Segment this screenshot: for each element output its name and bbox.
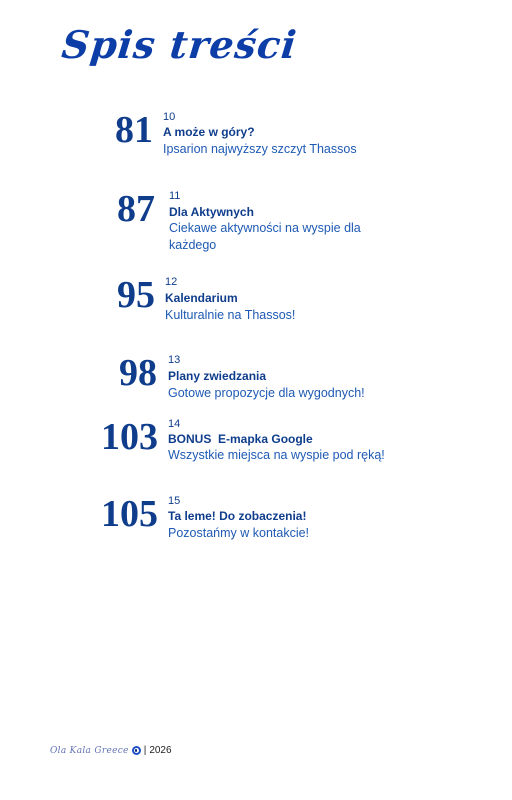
toc-entry[interactable] [0, 418, 400, 488]
toc-entry[interactable] [0, 495, 400, 565]
toc-entry-description: Pozostańmy w kontakcie! [168, 526, 310, 540]
page-title: Spis treści [59, 22, 300, 67]
toc-chapter-number: 13 [168, 354, 181, 366]
toc-entry-description: Gotowe propozycje dla wygodnych! [168, 386, 365, 400]
toc-page-number: 81 [115, 109, 153, 151]
toc-entry-title[interactable]: Ta leme! Do zobaczenia! [168, 509, 307, 523]
footer [50, 745, 172, 756]
toc-entry-title[interactable]: Kalendarium [165, 291, 238, 305]
toc-entry-description: Ciekawe aktywności na wyspie dla każdego [169, 221, 361, 252]
toc-entry[interactable] [0, 111, 400, 181]
toc-entry[interactable] [0, 276, 400, 346]
toc-entry[interactable] [0, 354, 400, 424]
toc-page-number: 95 [117, 274, 155, 316]
footer-year: 2026 [149, 745, 172, 756]
toc-entry-description: Ipsarion najwyższy szczyt Thassos [163, 142, 357, 156]
toc-chapter-number: 10 [163, 111, 176, 123]
toc-chapter-number: 11 [169, 190, 181, 202]
toc-entry-description: Wszystkie miejsca na wyspie pod ręką! [168, 448, 385, 462]
toc-page-number: 103 [101, 416, 158, 458]
toc-chapter-number: 14 [168, 418, 181, 430]
toc-page-number: 98 [119, 352, 157, 394]
toc-entry-title[interactable]: A może w góry? [163, 125, 255, 139]
footer-separator: | [143, 745, 147, 756]
evil-eye-icon [132, 746, 141, 755]
toc-page-number: 105 [101, 493, 158, 535]
toc-entry-title[interactable]: BONUS E-mapka Google [168, 432, 313, 446]
toc-entry[interactable] [0, 190, 400, 260]
toc-chapter-number: 15 [168, 495, 181, 507]
toc-chapter-number: 12 [165, 276, 178, 288]
brand-signature: Ola Kala Greece [50, 745, 129, 756]
toc-entry-title[interactable]: Dla Aktywnych [169, 205, 254, 219]
toc-entry-title[interactable]: Plany zwiedzania [168, 369, 267, 383]
toc-entry-description: Kulturalnie na Thassos! [165, 308, 296, 322]
toc-page-number: 87 [117, 188, 155, 230]
